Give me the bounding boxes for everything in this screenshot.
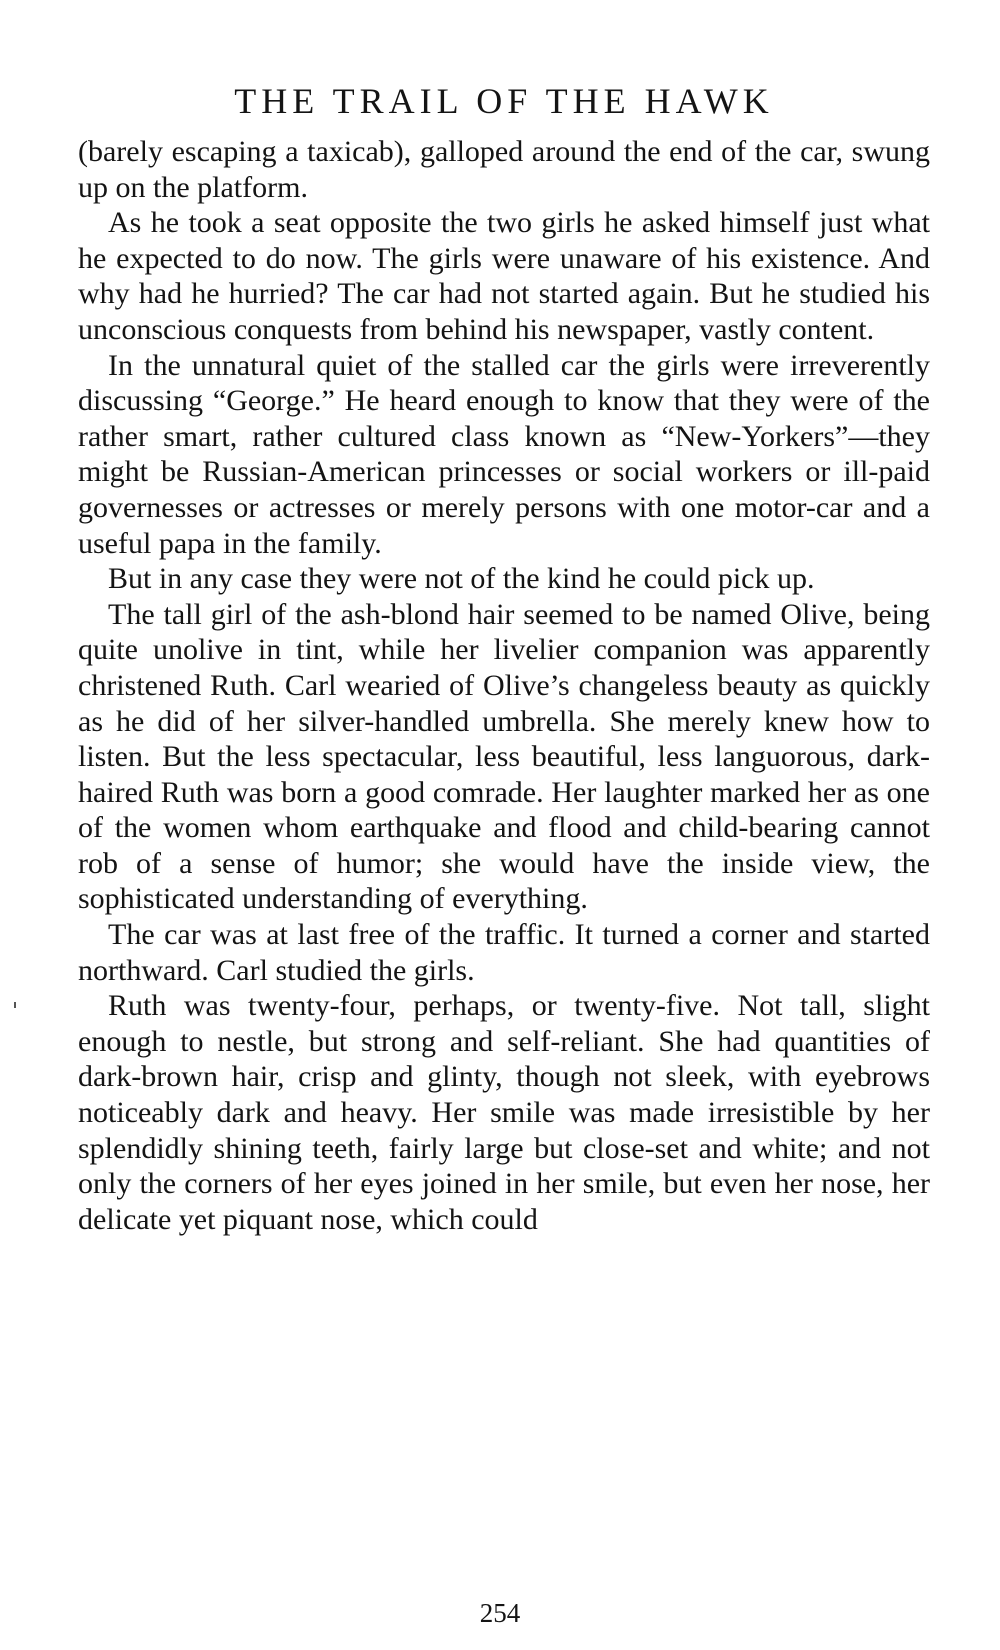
paragraph-5: The tall girl of the ash-blond hair seemed to be named Olive, being quite unolive in tint, while her livelier companion was apparently christened Ruth. Carl wearied of Olive’s changeless beauty as quickly as he did of her silver-handled umbrella. She merely knew how to listen. But the less spectacular, less beautiful, less languorous, dark-haired Ruth was born a good comrade. Her laughter marked her as one of the women whom earthquake and flood and child-bearing cannot rob of a sense of humor; she would have the inside view, the sophisticated understanding of everything.	[78, 597, 930, 916]
paragraph-2: As he took a seat opposite the two girls he asked himself just what he expected to do now. The girls were unaware of his existence. And why had he hurried? The car had not started again. But he studied his unconscious conquests from behind his newspaper, vastly content.	[78, 206, 930, 346]
margin-speck	[14, 1002, 16, 1008]
paragraph-4: But in any case they were not of the kind he could pick up.	[108, 562, 815, 596]
paragraph-6: The car was at last free of the traffic. It turned a corner and started northward. Carl studied the girls.	[78, 918, 930, 987]
page-number: 254	[479, 1598, 521, 1628]
running-head-title: THE TRAIL OF THE HAWK	[234, 81, 774, 121]
book-page	[78, 78, 930, 1237]
body-text	[78, 134, 930, 1237]
paragraph-7: Ruth was twenty-four, perhaps, or twenty-five. Not tall, slight enough to nestle, but strong and self-reliant. She had quantities of dark-brown hair, crisp and glinty, though not sleek, with eyebrows noticeably dark and heavy. Her smile was made irresistible by her splendidly shining teeth, fairly large but close-set and white; and not only the corners of her eyes joined in her smile, but even her nose, her delicate yet piquant nose, which could	[78, 989, 930, 1236]
paragraph-3: In the unnatural quiet of the stalled car the girls were irreverently discussing “George.” He heard enough to know that they were of the rather smart, rather cultured class known as “New-Yorkers”—they might be Russian-American princesses or social workers or ill-paid governesses or actresses or merely persons with one motor-car and a useful papa in the family.	[78, 348, 930, 560]
paragraph-1: (barely escaping a taxicab), galloped around the end of the car, swung up on the platform.	[78, 135, 930, 204]
